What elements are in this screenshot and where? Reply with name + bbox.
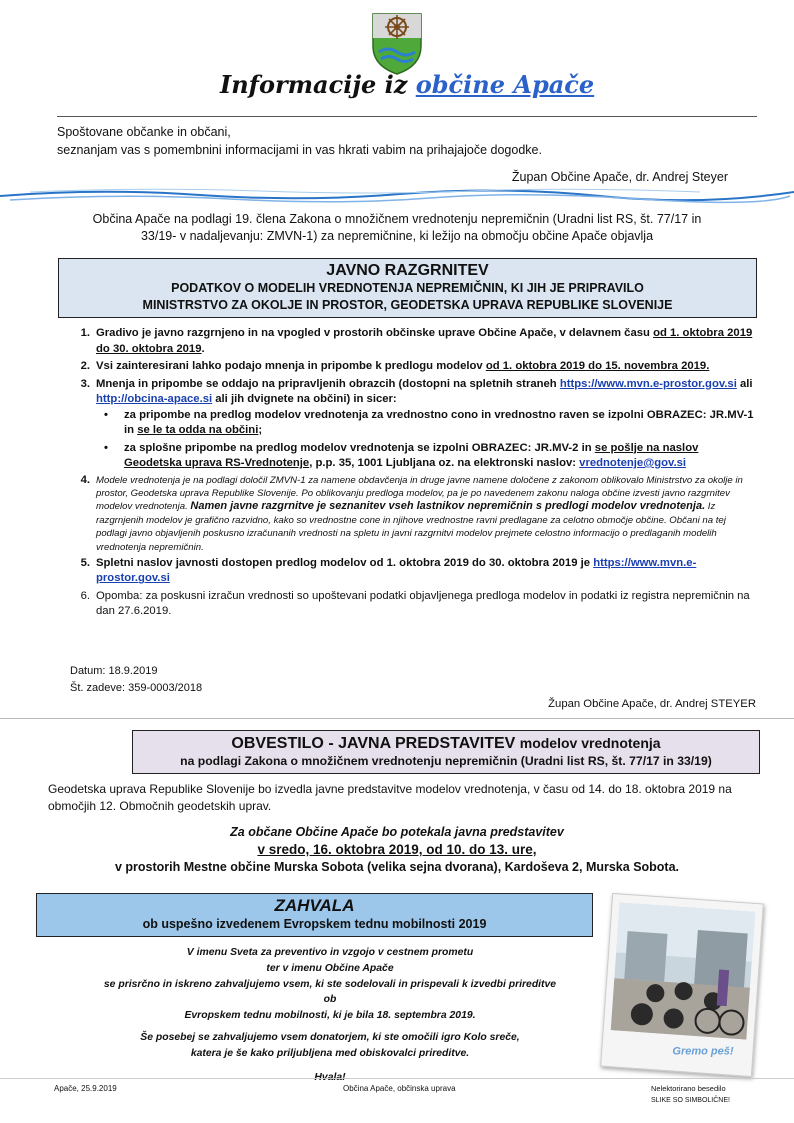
item-number: 1.	[80, 327, 90, 339]
sub-item-2-underlined: se pošlje na naslov Geodetska uprava RS-Vrednotenje	[124, 441, 699, 469]
item-4-emphasis: Namen javne razgrnitve je seznanitev vseh lastnikov nepremičnin s predlogi modelov vrednotenja.	[190, 500, 706, 513]
wave-divider	[0, 186, 794, 211]
notice-items	[68, 326, 756, 622]
email-link[interactable]: vrednotenje@gov.si	[579, 457, 687, 469]
presentation-line-3: v prostorih Mestne občine Murska Sobota (velika sejna dvorana), Kardoševa 2, Murska Sobota.	[114, 860, 680, 874]
public-display-subtitle-2: MINISTRSTVO ZA OKOLJE IN PROSTOR, GEODETSKA UPRAVA REPUBLIKE SLOVENIJE	[142, 298, 673, 312]
footer-note-1: Nelektorirano besedilo	[651, 1084, 726, 1093]
intro-signature: Župan Občine Apače, dr. Andrej Steyer	[511, 170, 728, 184]
obcina-apace-link[interactable]: http://obcina-apace.si	[96, 393, 213, 405]
item-5-text: Spletni naslov javnosti dostopen predlog modelov od 1. oktobra 2019 do 30. oktobra 2019 je	[96, 556, 594, 569]
list-item	[68, 377, 756, 472]
list-item	[68, 556, 756, 587]
item-2-text: Vsi zainteresirani lahko podajo mnenja in pripombe k predlogu modelov	[96, 360, 486, 372]
thanks-subtitle: ob uspešno izvedenem Evropskem tednu mobilnosti 2019	[142, 917, 487, 931]
list-item	[68, 359, 756, 375]
presentation-title-b: modelov vrednotenja	[519, 735, 661, 751]
presentation-line-1: Za občane Občine Apače bo potekala javna predstavitev	[230, 825, 564, 839]
footer-office: Občina Apače, občinska uprava	[343, 1084, 456, 1093]
newsletter-title-prefix: Informacije iz	[220, 70, 416, 99]
sub-item-2-address: , p.p. 35, 1001 Ljubljana oz. na elektronski naslov:	[309, 457, 580, 469]
coat-of-arms-logo	[371, 12, 423, 76]
item-number: 3.	[80, 377, 90, 390]
intro-greeting: Spoštovane občanke in občani,	[57, 125, 231, 139]
presentation-line-2: v sredo, 16. oktobra 2019, od 10. do 13. ure,	[257, 842, 537, 857]
list-item	[96, 408, 756, 439]
presentation-paragraph: Geodetska uprava Republike Slovenije bo izvedla javne predstavitve modelov vrednotenja, v času od 14. do 18. oktobra 2019 na območjih 12. Območnih geodetskih uprav.	[48, 782, 732, 813]
item-number: 5.	[80, 556, 90, 569]
item-number: 6.	[80, 589, 90, 602]
item-3-text: Mnenja in pripombe se oddajo na pripravljenih obrazcih (dostopni na spletnih straneh	[96, 377, 560, 390]
footer-place-date: Apače, 25.9.2019	[54, 1084, 117, 1093]
footer-note-2: SLIKE SO SIMBOLIČNE!	[651, 1097, 730, 1104]
item-1-text: Gradivo je javno razgrnjeno in na vpogled v prostorih občinske uprave Občine Apače, v delavnem času	[96, 327, 654, 339]
item-3-or: ali	[736, 377, 753, 390]
list-item	[68, 326, 756, 357]
intro-text: seznanjam vas s pomembnini informacijami in vas hkrati vabim na prihajajoče dogodke.	[57, 143, 542, 157]
section-rule	[0, 718, 794, 719]
footer-rule	[0, 1078, 794, 1079]
list-item	[68, 589, 756, 620]
event-photo	[600, 893, 764, 1077]
presentation-notice-box	[132, 730, 760, 774]
thanks-body	[100, 945, 560, 1085]
item-4-text-cont: Iz razgrnjenih modelov je grafično razvidno, kako so vrednostne cone in njihove vrednostne ravni predlagane za celotno območje občine. Občani na tej podlagi javno objavljenih poskusno izračunanih vrednosti na spletu in javni razgrnitvi modelov prejmete celostno informacijo o predlaganih modelih vrednotenja nepremičnin.	[96, 501, 726, 553]
list-item	[68, 474, 756, 554]
photo-caption: Gremo peš!	[672, 1045, 734, 1058]
presentation-title	[133, 733, 759, 754]
header-rule	[57, 116, 757, 117]
sub-item-1-underlined: se le ta odda na občini	[137, 424, 259, 436]
newsletter-title-highlight: občine Apače	[415, 70, 595, 99]
item-number: 4.	[80, 473, 90, 486]
public-display-notice-box	[58, 258, 757, 318]
sub-item-1-end: ;	[258, 424, 263, 436]
thanks-line-1: V imenu Sveta za preventivo in vzgojo v cestnem prometu	[186, 947, 474, 958]
item-4-text: Modele vrednotenja je na podlagi določil ZMVN-1 za namene obdavčenja in druge javne namene določene z zakonom oblikovalo Ministrstvo za okolje in prostor, Geodetska uprava Republike Slovenije. Po oblikovanju predloga modelov, pa je po navedenem zakonu naloga občine izvesti javno razgrnitev modelov vrednotenja.	[96, 474, 743, 513]
presentation-title-a: OBVESTILO - JAVNA PREDSTAVITEV	[231, 735, 520, 752]
document-date: Datum: 18.9.2019	[70, 665, 158, 677]
newsletter-title	[220, 70, 594, 99]
mayor-signature: Župan Občine Apače, dr. Andrej STEYER	[548, 698, 756, 710]
thanks-line-3: se prisrčno in iskreno zahvaljujemo vsem, ki ste sodelovali in prispevali k izvedbi prireditve ob	[103, 978, 557, 1006]
thanks-line-5: Še posebej se zahvaljujemo vsem donatorjem, ki ste omočili igro Kolo sreče,	[140, 1031, 520, 1043]
item-1-end: .	[201, 342, 205, 355]
sub-item-2-text: za splošne pripombe na predlog modelov vrednotenja se izpolni OBRAZEC: JR.MV-2 in	[124, 441, 595, 454]
thanks-line-2: ter v imenu Občine Apače	[266, 962, 394, 974]
item-2-period: od 1. oktobra 2019 do 15. novembra 2019.	[485, 360, 710, 372]
item-6-text: Opomba: za poskusni izračun vrednosti so upoštevani podatki objavljenega predloga modelov in podatki iz registra nepremičnin na dan 27.6.2019.	[96, 589, 750, 618]
legal-intro-line2: 33/19- v nadaljevanju: ZMVN-1) za nepremičnine, ki ležijo na območju občine Apače objavlja	[140, 229, 654, 243]
item-number: 2.	[80, 360, 90, 372]
list-item	[96, 441, 756, 472]
public-display-subtitle-1: PODATKOV O MODELIH VREDNOTENJA NEPREMIČNIN, KI JIH JE PRIPRAVILO	[171, 281, 644, 295]
sub-item-1-text: za pripombe na predlog modelov vrednotenja za vrednostno cono in vrednostno raven se izpolni OBRAZEC: JR.MV-1 in	[124, 408, 754, 436]
thanks-line-6: katera je še kako priljubljena med obiskovalci prireditve.	[190, 1047, 470, 1059]
legal-intro-line1: Občina Apače na podlagi 19. člena Zakona o množičnem vrednotenju nepremičnin (Uradni list RS, št. 77/17 in	[92, 212, 702, 226]
presentation-subtitle: na podlagi Zakona o množičnem vrednotenju nepremičnin (Uradni list RS, št. 77/17 in 33/19)	[180, 754, 712, 768]
thanks-title: ZAHVALA	[274, 896, 355, 915]
item-3-end: ali jih dvignete na občini) in sicer:	[212, 393, 397, 405]
item-1-period: od 1. oktobra 2019 do 30. oktobra 2019	[96, 327, 753, 355]
mvn-link[interactable]: https://www.mvn.e-prostor.gov.si	[559, 377, 737, 390]
mvn-link-2[interactable]: https://www.mvn.e-prostor.gov.si	[96, 556, 697, 585]
document-reference: Št. zadeve: 359-0003/2018	[70, 682, 203, 694]
public-display-title: JAVNO RAZGRNITEV	[326, 262, 489, 279]
thanks-box	[36, 893, 593, 937]
thanks-line-4: Evropskem tednu mobilnosti, ki je bila 18. septembra 2019.	[184, 1010, 476, 1022]
